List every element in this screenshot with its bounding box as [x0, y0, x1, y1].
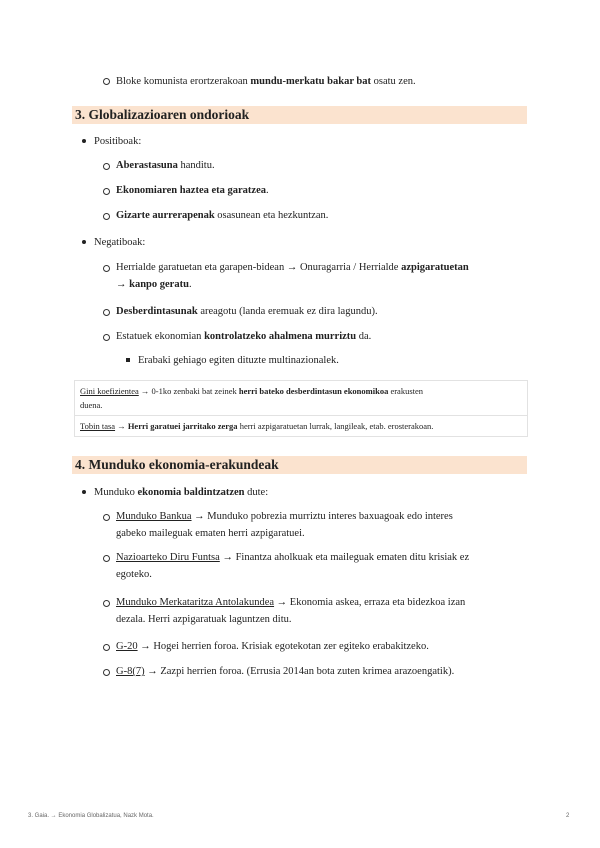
text: .	[188, 279, 192, 290]
bold-text: Herri garatuei jarritako zerga	[127, 421, 238, 431]
bullet-circle-icon	[103, 309, 110, 316]
text: → Hogei herrien foroa. Krisiak egotekotan zer egiteko erabakitzeko.	[137, 641, 429, 652]
term-link[interactable]: Nazioarteko Diru Funtsa	[116, 552, 220, 563]
bullet-disc-icon	[82, 139, 86, 143]
text: Herrialde garatuetan eta garapen-bidean → Onuragarria / Herrialde	[116, 262, 402, 273]
bullet-disc-icon	[82, 490, 86, 494]
text: dute:	[244, 487, 269, 498]
text: dezala. Herri azpigaratuak laguntzen ditu.	[116, 614, 292, 625]
text: → Munduko pobrezia murriztu interes baxuagoak edo interes	[191, 511, 453, 522]
note-tobin	[75, 415, 527, 436]
text: egoteko.	[116, 569, 152, 580]
note-gini	[75, 381, 527, 415]
text: areagotu (landa eremuak ez dira lagundu).	[197, 306, 378, 317]
bold-text: Ekonomiaren haztea eta garatzea	[116, 185, 266, 196]
list-item	[116, 303, 378, 320]
list-item-continuation	[116, 276, 192, 293]
bullet-circle-icon	[103, 600, 110, 607]
list-item	[116, 207, 328, 224]
section-heading-3	[72, 106, 527, 124]
list-item	[116, 182, 269, 199]
bullet-circle-icon	[103, 163, 110, 170]
list-item	[116, 508, 453, 542]
text: → Ekonomia askea, erraza eta bidezkoa izan	[274, 597, 466, 608]
bullet-circle-icon	[103, 644, 110, 651]
list-item	[116, 549, 469, 583]
bold-text: herri bateko desberdintasun ekonomikoa	[238, 386, 389, 396]
text: gabeko maileguak ematen herri azpigaratuei.	[116, 528, 305, 539]
text: →	[115, 421, 128, 431]
text: .	[265, 185, 269, 196]
bold-text: ekonomia baldintzatzen	[137, 487, 245, 498]
text: herri azpigaratuetan lurrak, langileak, etab. erosterakoan.	[237, 421, 434, 431]
term-link[interactable]: Munduko Bankua	[116, 511, 192, 522]
list-item	[116, 663, 454, 680]
bold-text: azpigaratuetan	[401, 262, 469, 273]
text: → 0-1ko zenbaki bat zeinek	[138, 386, 239, 396]
term-link[interactable]: Gini koefizientea	[80, 386, 139, 396]
bullet-circle-icon	[103, 669, 110, 676]
list-label: Positiboak:	[94, 136, 142, 147]
definition-box	[74, 380, 528, 437]
bullet-circle-icon	[103, 555, 110, 562]
bold-text: Gizarte aurrerapenak	[116, 210, 215, 221]
list-label	[94, 484, 268, 501]
text: duena.	[80, 400, 103, 410]
bold-text: → kanpo geratu	[116, 279, 189, 290]
text: Bloke komunista erortzerakoan	[116, 76, 251, 87]
list-item	[116, 594, 465, 628]
text: osatu zen.	[371, 76, 416, 87]
list-item	[116, 157, 215, 174]
term-link[interactable]: Munduko Merkataritza Antolakundea	[116, 597, 275, 608]
bullet-disc-icon	[82, 240, 86, 244]
text: → Finantza aholkuak eta maileguak ematen ditu krisiak ez	[219, 552, 470, 563]
list-item	[116, 259, 469, 276]
bullet-circle-icon	[103, 78, 110, 85]
list-label: Negatiboak:	[94, 237, 146, 248]
list-item	[116, 638, 429, 655]
bullet-circle-icon	[103, 265, 110, 272]
bullet-circle-icon	[103, 334, 110, 341]
text: osasunean eta hezkuntzan.	[214, 210, 329, 221]
page-number: 2	[566, 813, 570, 819]
text: Munduko	[94, 487, 138, 498]
text: Estatuek ekonomian	[116, 331, 205, 342]
text: handitu.	[177, 160, 215, 171]
bullet-square-icon	[126, 358, 130, 362]
text: erakusten	[388, 386, 424, 396]
list-item	[116, 73, 416, 90]
bullet-circle-icon	[103, 213, 110, 220]
heading-text: 4. Munduko ekonomia-erakundeak	[75, 457, 279, 472]
section-heading-4	[72, 456, 527, 474]
bold-text: mundu-merkatu bakar bat	[250, 76, 372, 87]
text: → Zazpi herrien foroa. (Errusia 2014an bota zuten krimea arazoengatik).	[144, 666, 455, 677]
footer-text: 3. Gaia. → Ekonomia Globalizatua, Nazk Mota.	[28, 813, 154, 819]
bold-text: Aberastasuna	[116, 160, 178, 171]
term-link[interactable]: Tobin tasa	[80, 421, 116, 431]
text: da.	[356, 331, 372, 342]
list-item	[116, 328, 371, 345]
bold-text: kontrolatzeko ahalmena murriztu	[204, 331, 357, 342]
sub-list-item: Erabaki gehiago egiten dituzte multinazionalek.	[138, 355, 339, 366]
term-link[interactable]: G-20	[116, 641, 138, 652]
bullet-circle-icon	[103, 188, 110, 195]
term-link[interactable]: G-8(7)	[116, 666, 145, 677]
bold-text: Desberdintasunak	[116, 306, 198, 317]
heading-text: 3. Globalizazioaren ondorioak	[75, 107, 250, 122]
bullet-circle-icon	[103, 514, 110, 521]
